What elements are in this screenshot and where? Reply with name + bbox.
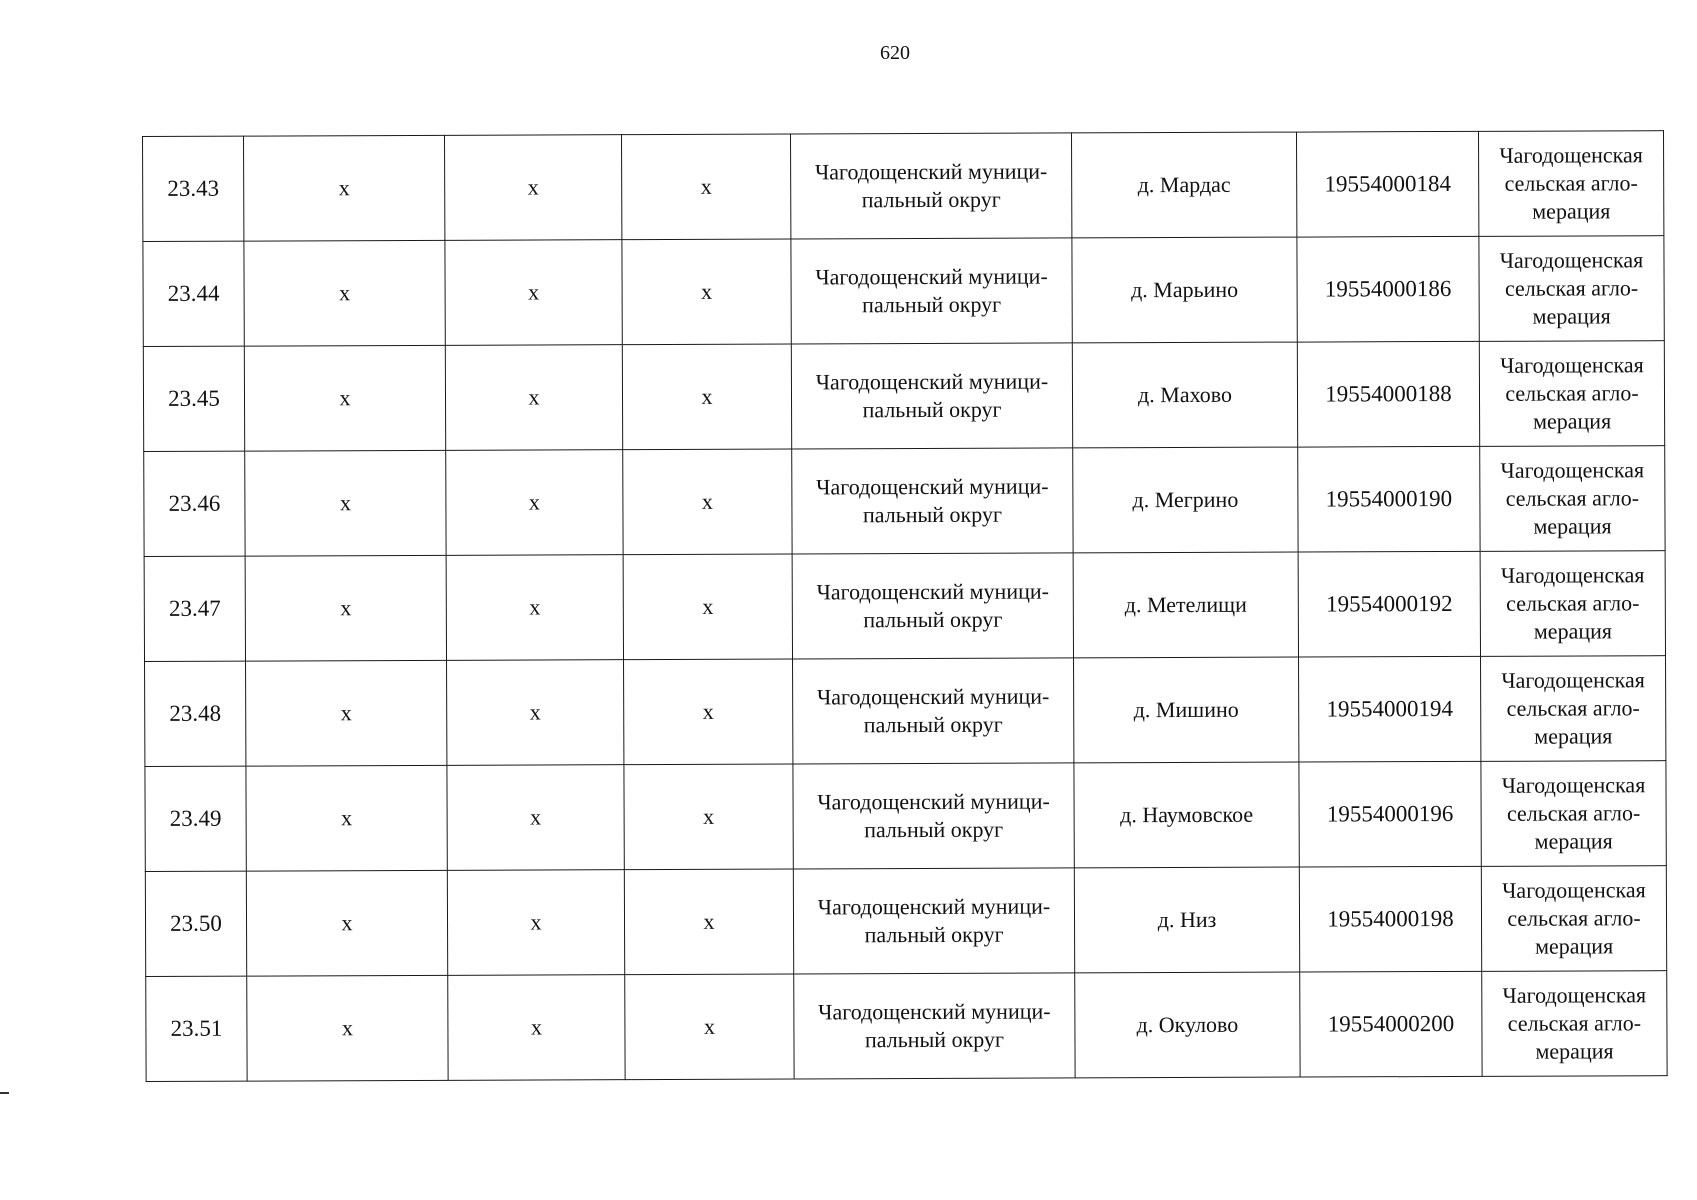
district-cell-line: пальный округ [862,396,1002,423]
agglomeration-cell-line: сельская агло- [1506,695,1640,721]
agglomeration-cell-line: Чагодощенская [1501,772,1646,798]
mark-cell-3: х [625,974,794,1080]
settlement-cell: д. Низ [1074,867,1299,973]
mark-cell-1: х [245,555,446,661]
mark-cell-1: х [245,450,446,556]
agglomeration-cell-line: Чагодощенская [1502,877,1646,903]
agglomeration-cell [1481,656,1666,762]
agglomeration-cell-line: мерация [1535,1038,1614,1064]
agglomeration-cell-line: мерация [1533,513,1612,539]
agglomeration-cell [1481,866,1666,972]
page-number: 620 [880,42,910,64]
agglomeration-cell-line: сельская агло- [1505,380,1639,406]
agglomeration-cell [1482,971,1667,1077]
mark-cell-3: х [624,869,793,975]
mark-cell-3: х [624,764,793,870]
agglomeration-cell-line: мерация [1535,933,1614,959]
district-cell-line: Чагодощенский муници- [816,683,1050,710]
district-cell-line: пальный округ [863,606,1003,633]
settlement-cell: д. Наумовское [1074,762,1299,868]
row-number-cell: 23.47 [144,556,245,661]
table-row [145,761,1666,872]
agglomeration-cell-line: мерация [1534,723,1613,749]
agglomeration-cell-line: мерация [1534,828,1613,854]
district-cell [791,343,1072,449]
table-row [143,236,1664,347]
row-number-cell: 23.46 [144,451,245,556]
row-number-cell: 23.43 [143,136,244,241]
mark-cell-2: х [446,555,623,661]
agglomeration-cell-line: Чагодощенская [1500,562,1645,588]
settlement-cell: д. Мегрино [1073,447,1298,553]
agglomeration-cell-line: сельская агло- [1507,905,1641,931]
agglomeration-cell-line: Чагодощенская [1500,457,1645,483]
district-cell [790,133,1071,239]
district-cell [792,553,1073,659]
agglomeration-cell-line: мерация [1533,618,1613,644]
mark-cell-1: х [244,345,445,451]
settlement-cell: д. Окулово [1075,972,1300,1078]
agglomeration-cell [1479,236,1664,342]
agglomeration-cell-line: Чагодощенская [1502,982,1647,1008]
agglomeration-cell-line: мерация [1532,408,1612,434]
agglomeration-cell-line: Чагодощенская [1500,352,1644,378]
district-cell-line: Чагодощенский муници- [817,788,1050,815]
table-row [144,446,1665,557]
settlement-cell: д. Метелищи [1073,552,1298,658]
agglomeration-cell-line: сельская агло- [1506,590,1640,616]
row-number-cell: 23.45 [143,346,244,451]
mark-cell-1: х [246,870,447,976]
agglomeration-cell [1481,761,1666,867]
mark-cell-3: х [622,239,791,345]
mark-cell-2: х [446,450,623,556]
district-cell-line: пальный округ [864,921,1004,948]
agglomeration-cell-line: сельская агло- [1504,275,1639,301]
agglomeration-cell-line: Чагодощенская [1501,667,1645,693]
agglomeration-cell [1480,551,1665,657]
district-cell-line: пальный округ [861,186,1001,213]
mark-cell-3: х [624,659,793,765]
district-cell [792,448,1073,554]
oktmo-code-cell: 19554000198 [1299,866,1481,972]
district-cell-line: Чагодощенский муници- [818,998,1051,1025]
oktmo-code-cell: 19554000192 [1298,551,1480,657]
mark-cell-2: х [447,660,624,766]
scan-edge-mark [0,1092,9,1094]
agglomeration-cell-line: Чагодощенская [1499,142,1643,168]
settlement-cell: д. Марьино [1072,237,1297,343]
mark-cell-3: х [621,134,790,240]
settlement-cell: д. Махово [1072,342,1297,448]
agglomeration-cell [1478,131,1663,237]
mark-cell-2: х [448,975,625,1081]
agglomeration-cell [1480,446,1665,552]
district-cell-line: Чагодощенский муници- [817,893,1051,920]
row-number-cell: 23.51 [146,976,247,1081]
settlements-table [142,130,1668,1082]
table-row [145,866,1666,977]
district-cell [793,658,1074,764]
mark-cell-1: х [244,240,445,346]
district-cell-line: пальный округ [862,291,1002,318]
row-number-cell: 23.44 [143,241,244,346]
district-cell-line: Чагодощенский муници- [815,263,1048,290]
mark-cell-3: х [623,554,792,660]
mark-cell-1: х [246,660,447,766]
agglomeration-cell-line: Чагодощенская [1499,247,1644,273]
settlement-cell: д. Мишино [1074,657,1299,763]
table-row [143,341,1664,452]
oktmo-code-cell: 19554000200 [1300,971,1482,1077]
mark-cell-2: х [445,345,622,451]
mark-cell-2: х [445,240,622,346]
agglomeration-cell-line: сельская агло- [1506,800,1641,826]
district-cell-line: пальный округ [864,1026,1005,1053]
district-cell [793,763,1074,869]
district-cell [794,973,1075,1079]
oktmo-code-cell: 19554000186 [1297,236,1479,342]
district-cell-line: Чагодощенский муници- [814,158,1048,185]
mark-cell-3: х [622,344,791,450]
agglomeration-cell [1479,341,1664,447]
mark-cell-1: х [244,135,445,241]
agglomeration-cell-line: сельская агло- [1507,1010,1642,1036]
district-cell-line: пальный округ [864,816,1004,843]
oktmo-code-cell: 19554000190 [1298,446,1480,552]
district-cell [791,238,1072,344]
row-number-cell: 23.48 [145,661,246,766]
table-row [143,131,1664,242]
district-cell-line: Чагодощенский муници- [815,368,1049,395]
mark-cell-2: х [447,870,624,976]
district-cell [793,868,1074,974]
table-row [145,656,1666,767]
agglomeration-cell-line: мерация [1532,198,1611,224]
oktmo-code-cell: 19554000188 [1297,341,1479,447]
mark-cell-2: х [447,765,624,871]
mark-cell-2: х [444,135,621,241]
row-number-cell: 23.50 [145,871,246,976]
district-cell-line: Чагодощенский муници- [816,578,1050,605]
oktmo-code-cell: 19554000184 [1296,131,1478,237]
settlement-cell: д. Мардас [1071,132,1296,238]
table-row [146,971,1667,1082]
row-number-cell: 23.49 [145,766,246,871]
mark-cell-1: х [246,765,447,871]
mark-cell-3: х [623,449,792,555]
oktmo-code-cell: 19554000194 [1299,656,1481,762]
table-row [144,551,1665,662]
oktmo-code-cell: 19554000196 [1299,761,1481,867]
district-cell-line: пальный округ [862,501,1003,528]
district-cell-line: Чагодощенский муници- [816,473,1049,500]
agglomeration-cell-line: мерация [1532,303,1611,329]
mark-cell-1: х [247,975,448,1081]
agglomeration-cell-line: сельская агло- [1504,170,1638,196]
agglomeration-cell-line: сельская агло- [1505,485,1640,511]
district-cell-line: пальный округ [863,711,1003,738]
